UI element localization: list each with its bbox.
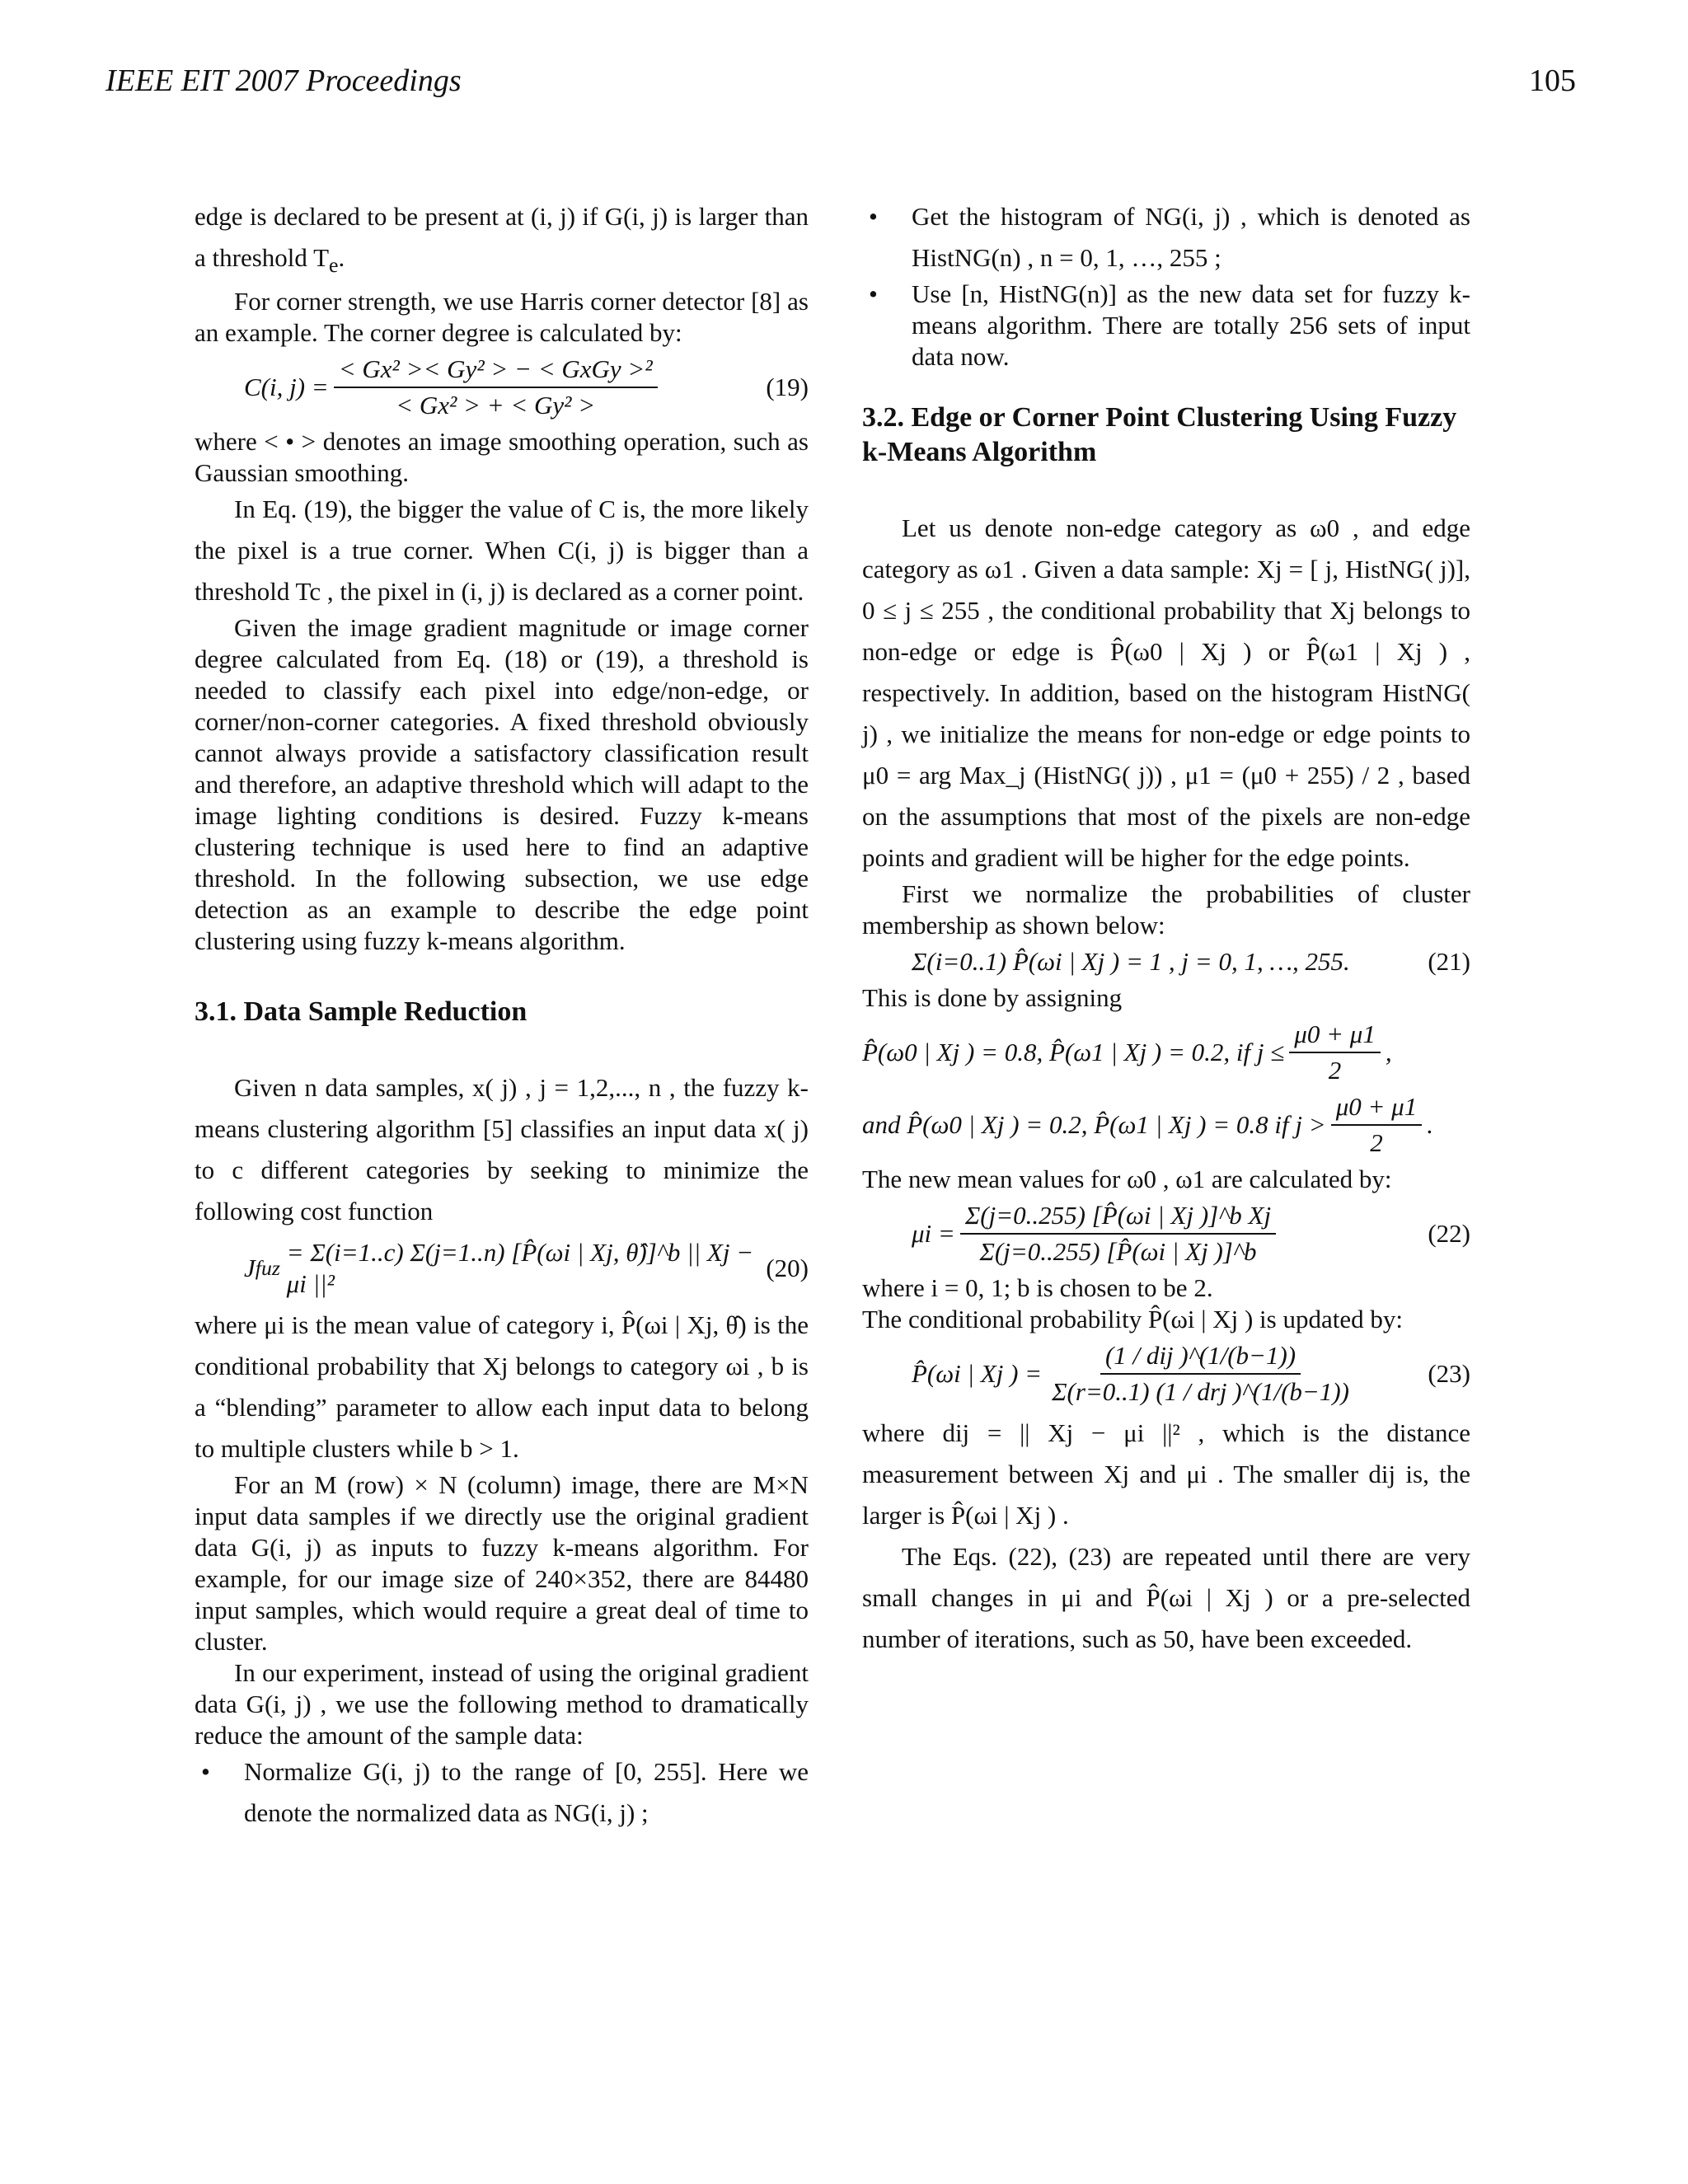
paragraph-smoothing: where < • > denotes an image smoothing operation, such as Gaussian smoothing.	[195, 427, 809, 488]
paragraph-assigning: This is done by assigning	[862, 983, 1123, 1012]
assignment-2-fraction: $\frac{\mu 0 + \mu 1}{2}$	[1331, 1091, 1423, 1159]
paragraph-harris: For corner strength, we use Harris corner detector [8] as an example. The corner degree is calculated by:	[195, 287, 809, 348]
eq19-denominator: < Gx² > + < Gy² >	[396, 391, 596, 420]
list-item: • Use [n, HistNG(n)] as the new data set for fuzzy k-means algorithm. There are totally 256 sets of input data now.	[869, 279, 1470, 371]
equation-21	[862, 946, 1470, 977]
paragraph-normalize: First we normalize the probabilities of cluster membership as shown below:	[862, 879, 1470, 940]
section-heading-3-2: 3.2. Edge or Corner Point Clustering Using Fuzzy k-Means Algorithm	[862, 402, 1457, 467]
paragraph-categories: Let us denote non-edge category as ω0 , and edge category as ω1 . Given a data sample: Xj = [ j, HistNG( j)], 0 ≤ j ≤ 255 , the conditional probability that Xj belongs to non-edge or edge is P̂(ω0 | Xj ) or P̂(ω1 | Xj ) , respectively. In addition, based on the histogram HistNG( j) , we initialize the means for non-edge or edge points to μ0 = arg Max_j (HistNG( j)) , μ1 = (μ0 + 255) / 2 , based on the assumptions that most of the pixels are non-edge points and gradient will be higher for the edge points.	[862, 513, 1470, 872]
equation-20: J fuz = Σ(i=1..c) Σ(j=1..n) [P̂(ωi | Xj, θ̂)]^b || Xj − μi ||² (20)	[244, 1238, 809, 1299]
eq20-lhs: J	[244, 1254, 256, 1283]
eq22-numerator: Σ(j=0..255) [P̂(ωi | Xj )]^b Xj	[960, 1200, 1276, 1235]
eq22-number: (22)	[1428, 1219, 1470, 1248]
journal-title: IEEE EIT 2007 Proceedings	[106, 63, 462, 98]
eq22-fraction	[960, 1200, 1276, 1268]
right-column	[862, 196, 1470, 1660]
paragraph-distance: where dij = || Xj − μi ||² , which is the distance measurement between Xj and μi . The smaller dij is, the larger is P̂(ωi | Xj ) .	[862, 1418, 1470, 1530]
paragraph-adaptive-threshold: Given the image gradient magnitude or image corner degree calculated from Eq. (18) or (19), a threshold is needed to classify each pixel into edge/non-edge, or corner/non-corner categories. A fixed threshold obviously cannot always provide a satisfactory classification result and therefore, an adaptive threshold which will adapt to the image lighting conditions is desired. Fuzzy k-means clustering technique is used here to find an adaptive threshold. In the following subsection, we use edge detection as an example to describe the edge point clustering using fuzzy k-means algorithm.	[195, 613, 809, 956]
eq20-body: = Σ(i=1..c) Σ(j=1..n) [P̂(ωi | Xj, θ̂)]^b || Xj − μi ||²	[286, 1238, 754, 1299]
eq23-lhs: P̂(ωi | Xj ) =	[912, 1359, 1043, 1388]
paragraph-image-samples: For an M (row) × N (column) image, there are M×N input data samples if we directly use the original gradient data G(i, j) as inputs to fuzzy k-means algorithm. For example, for our image size of 240×352, there are 84480 input samples, which would require a great deal of time to cluster.	[195, 1470, 809, 1657]
eq21-body: Σ(i=0..1) P̂(ωi | Xj ) = 1 , j = 0, 1, …, 255.	[912, 947, 1350, 976]
paragraph-mean-definition: where μi is the mean value of category i, P̂(ωi | Xj, θ̂) is the conditional probability that Xj belongs to category ωi , b is a “blending” parameter to allow each input data to belong to multiple clusters while b > 1.	[195, 1310, 809, 1464]
list-item: • Get the histogram of NG(i, j) , which is denoted as HistNG(n) , n = 0, 1, …, 255 ;	[869, 202, 1470, 272]
eq23-numerator: (1 / dij )^(1/(b−1))	[1100, 1340, 1301, 1375]
paragraph-corner-threshold: In Eq. (19), the bigger the value of C is, the more likely the pixel is a true corner. When C(i, j) is bigger than a threshold Tc , the pixel in (i, j) is declared as a corner point.	[195, 494, 809, 607]
left-column	[195, 196, 809, 1834]
eq19-number: (19)	[766, 373, 809, 402]
section-heading-3-1: 3.1. Data Sample Reduction	[195, 996, 528, 1028]
equation-19	[195, 354, 809, 421]
eq20-number: (20)	[766, 1254, 809, 1283]
eq19-numerator: < Gx² >< Gy² > − < GxGy >²	[334, 354, 658, 388]
list-item: • Normalize G(i, j) to the range of [0, 255]. Here we denote the normalized data as NG(i, j) ;	[201, 1757, 809, 1828]
paragraph-iterations: The Eqs. (22), (23) are repeated until there are very small changes in μi and P̂(ωi | Xj ) or a pre-selected number of iterations, such as 50, have been exceeded.	[862, 1542, 1470, 1653]
assignment-1: P̂(ω0 | Xj ) = 0.8, P̂(ω1 | Xj ) = 0.2, if j ≤ $\frac{\mu 0 + \mu 1}{2}$ ,	[862, 1019, 1392, 1085]
assignment-2: and P̂(ω0 | Xj ) = 0.2, P̂(ω1 | Xj ) = 0.8 if j > $\frac{\mu 0 + \mu 1}{2}$ .	[862, 1092, 1433, 1157]
eq23-denominator: Σ(r=0..1) (1 / drj )^(1/(b−1))	[1052, 1377, 1349, 1406]
paragraph-fuzzy-kmeans: Given n data samples, x( j) , j = 1,2,..., n , the fuzzy k-means clustering algorithm [5] classifies an input data x( j) to c different categories by seeking to minimize the following cost function	[195, 1073, 809, 1226]
eq23-number: (23)	[1428, 1359, 1470, 1388]
paragraph-new-means: The new mean values for ω0 , ω1 are calculated by:	[862, 1165, 1392, 1193]
histogram-steps-list	[862, 196, 1470, 373]
paragraph-reduce-samples: In our experiment, instead of using the original gradient data G(i, j) , we use the following method to dramatically reduce the amount of the sample data:	[195, 1658, 809, 1750]
eq22-lhs: μi =	[912, 1219, 955, 1248]
eq19-lhs: C(i, j) =	[244, 373, 329, 402]
eq19-fraction	[334, 354, 658, 421]
reduction-steps-list	[195, 1751, 809, 1834]
paragraph-b-value: where i = 0, 1; b is chosen to be 2.	[862, 1273, 1213, 1302]
paragraph-update: The conditional probability P̂(ωi | Xj ) is updated by:	[862, 1305, 1403, 1333]
assignment-1-fraction: $\frac{\mu 0 + \mu 1}{2}$	[1289, 1019, 1381, 1086]
equation-22	[862, 1200, 1470, 1268]
page-header	[106, 63, 1576, 112]
eq22-denominator: Σ(j=0..255) [P̂(ωi | Xj )]^b	[979, 1237, 1257, 1266]
eq21-number: (21)	[1428, 947, 1470, 976]
paragraph-edge-threshold: edge is declared to be present at (i, j) if G(i, j) is larger than a threshold $T_e$.	[195, 202, 809, 278]
equation-23	[862, 1340, 1470, 1408]
eq23-fraction	[1047, 1340, 1354, 1408]
page-number: 105	[1529, 63, 1576, 98]
